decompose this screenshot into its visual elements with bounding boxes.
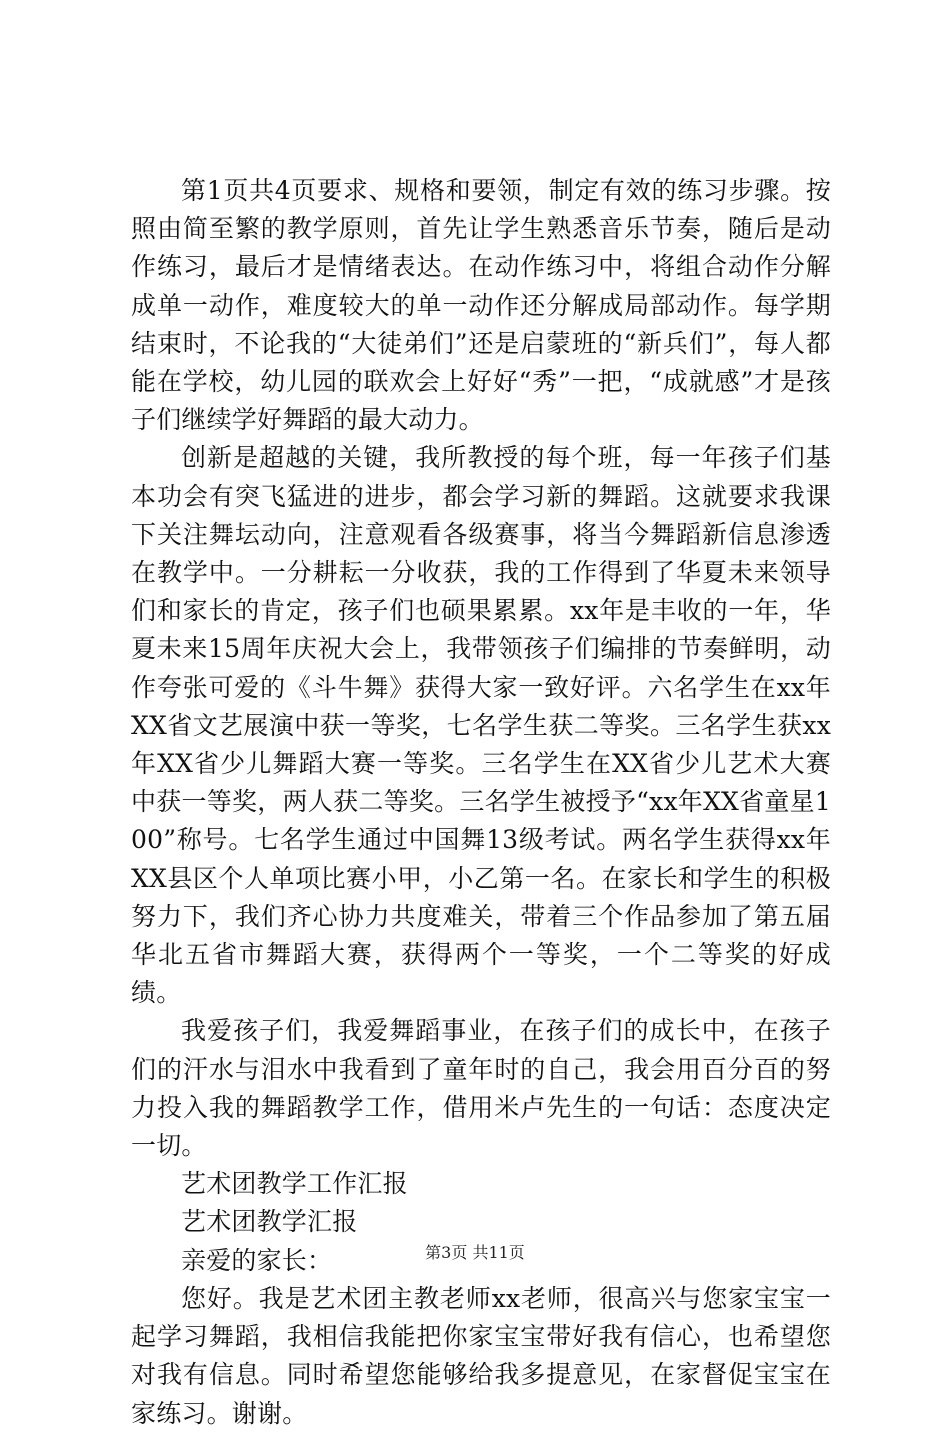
heading-art-troupe-work-report: 艺术团教学工作汇报 xyxy=(181,1169,408,1199)
heading-art-troupe-report: 艺术团教学汇报 xyxy=(181,1207,358,1237)
paragraph-innovation-achievements: 创新是超越的关键，我所教授的每个班，每一年孩子们基本功会有突飞猛进的进步，都会学习新的舞蹈。这就要求我课下关注舞坛动向，注意观看各级赛事，将当今舞蹈新信息渗透在教学中。一分耕耘一分收获，我的工作得到了华夏未来领导们和家长的肯定，孩子们也硕果累累。xx年是丰收的一年，华夏未来15周年庆祝大会上，我带领孩子们编排的节奏鲜明，动作夸张可爱的《斗牛舞》获得大家一致好评。六名学生在xx年XX省文艺展演中获一等奖，七名学生获二等奖。三名学生获xx年XX省少儿舞蹈大赛一等奖。三名学生在XX省少儿艺术大赛中获一等奖，两人获二等奖。三名学生被授予“xx年XX省童星100”称号。七名学生通过中国舞13级考试。两名学生获得xx年XX县区个人单项比赛小甲，小乙第一名。在家长和学生的积极努力下，我们齐心协力共度难关，带着三个作品参加了第五届华北五省市舞蹈大赛，获得两个一等奖，一个二等奖的好成绩。 xyxy=(131,443,831,1008)
paragraph-practice-steps: 第1页共4页要求、规格和要领，制定有效的练习步骤。按照由简至繁的教学原则，首先让学生熟悉音乐节奏，随后是动作练习，最后才是情绪表达。在动作练习中，将组合动作分解成单一动作，难度较大的单一动作还分解成局部动作。每学期结束时，不论我的“大徒弟们”还是启蒙班的“新兵们”，每人都能在学校，幼儿园的联欢会上好好“秀”一把，“成就感”才是孩子们继续学好舞蹈的最大动力。 xyxy=(131,176,831,435)
page-number-footer: 第3页 共11页 xyxy=(425,1243,525,1262)
salutation-dear-parents: 亲爱的家长： xyxy=(181,1245,333,1275)
paragraph-letter-to-parents: 您好。我是艺术团主教老师xx老师，很高兴与您家宝宝一起学习舞蹈，我相信我能把你家宝宝带好我有信心，也希望您对我有信息。同时希望您能够给我多提意见，在家督促宝宝在家练习。谢谢。 xyxy=(131,1283,831,1428)
paragraph-love-of-dance: 我爱孩子们，我爱舞蹈事业，在孩子们的成长中，在孩子们的汗水与泪水中我看到了童年时的自己，我会用百分百的努力投入我的舞蹈教学工作，借用米卢先生的一句话：态度决定一切。 xyxy=(131,1016,831,1161)
